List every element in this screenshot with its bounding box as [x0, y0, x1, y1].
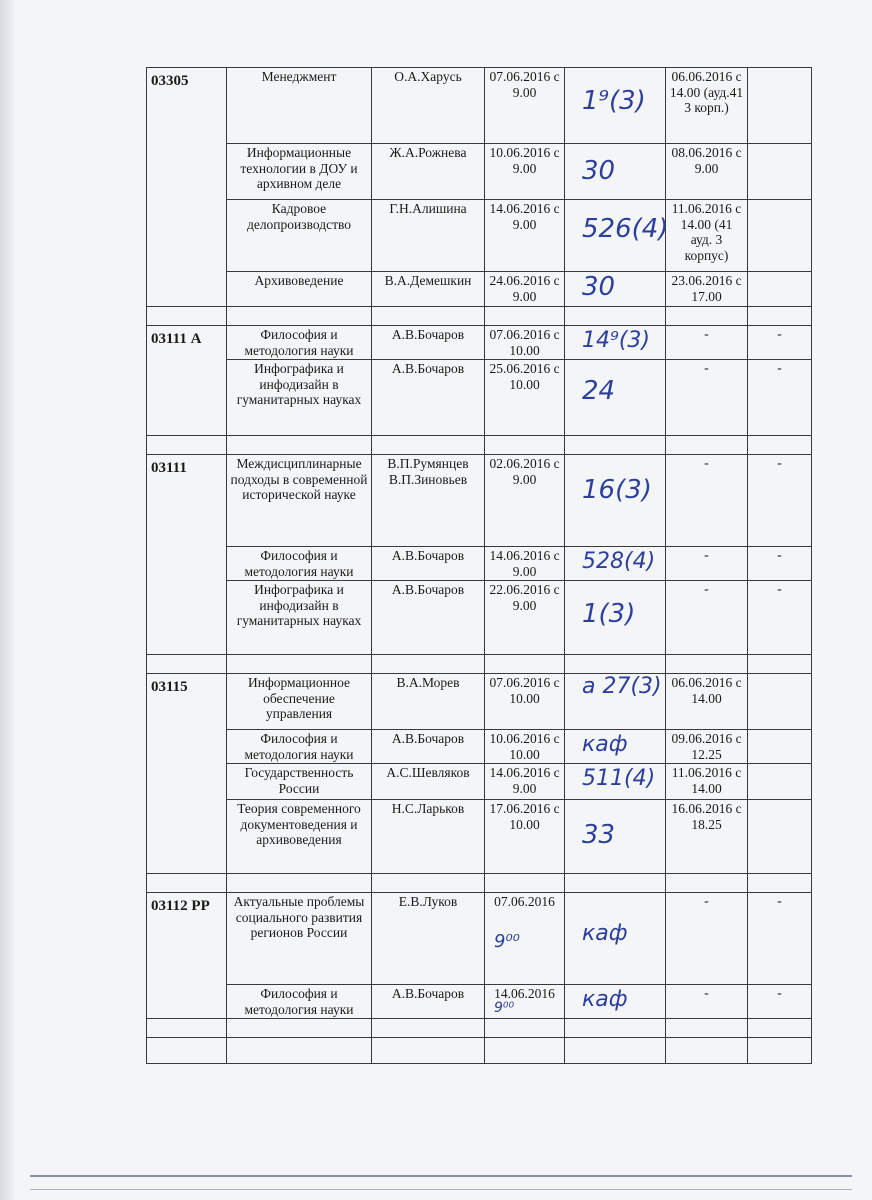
subject: Информационные технологии в ДОУ и архивном деле: [227, 144, 372, 200]
exam-date: 10.06.2016 с 9.00: [485, 144, 565, 200]
table-row: [147, 547, 812, 581]
teacher: Н.С.Ларьков: [372, 800, 485, 874]
table-row: [147, 985, 812, 1019]
table-row: [147, 581, 812, 655]
consultation: -: [666, 985, 748, 1019]
teacher: О.А.Харусь: [372, 68, 485, 144]
teacher: А.В.Бочаров: [372, 581, 485, 655]
table-row: [147, 764, 812, 800]
room: [565, 455, 666, 547]
room-handwritten: 1(3): [582, 599, 636, 629]
exam-date: 22.06.2016 с 9.00: [485, 581, 565, 655]
room: [565, 893, 666, 985]
teacher: А.В.Бочаров: [372, 730, 485, 764]
scan-bottom-lines: [30, 1175, 852, 1190]
subject: Философия и методология науки: [227, 985, 372, 1019]
exam-date: 14.06.2016 с 9.00: [485, 200, 565, 272]
subject: Философия и методология науки: [227, 730, 372, 764]
table-row: [147, 326, 812, 360]
consultation: -: [666, 326, 748, 360]
room: [565, 764, 666, 800]
spacer-row: [147, 436, 812, 455]
room-handwritten: 526(4): [582, 214, 669, 244]
teacher: В.А.Демешкин: [372, 272, 485, 307]
teacher: Е.В.Луков: [372, 893, 485, 985]
extra: -: [748, 360, 812, 436]
room: [565, 68, 666, 144]
exam-date: 07.06.2016 с 10.00: [485, 674, 565, 730]
room: [565, 272, 666, 307]
subject: Менеджмент: [227, 68, 372, 144]
room-handwritten: 24: [582, 376, 616, 406]
teacher: А.В.Бочаров: [372, 360, 485, 436]
extra: [748, 68, 812, 144]
table-row: [147, 893, 812, 985]
teacher: А.В.Бочаров: [372, 326, 485, 360]
spacer-row: [147, 307, 812, 326]
subject: Информационное обеспечение управления: [227, 674, 372, 730]
room-handwritten: 511(4): [582, 766, 656, 791]
teacher: Г.Н.Алишина: [372, 200, 485, 272]
consultation: 08.06.2016 с 9.00: [666, 144, 748, 200]
subject: Кадровое делопроизводство: [227, 200, 372, 272]
table-row: [147, 200, 812, 272]
spacer-row: [147, 1019, 812, 1038]
group-code: 03112 РР: [147, 893, 227, 1019]
consultation: -: [666, 547, 748, 581]
room: [565, 581, 666, 655]
group-code: 03115: [147, 674, 227, 874]
consultation: 11.06.2016 с 14.00: [666, 764, 748, 800]
room: [565, 547, 666, 581]
spacer-row: [147, 874, 812, 893]
room: [565, 985, 666, 1019]
consultation: 16.06.2016 с 18.25: [666, 800, 748, 874]
teacher: Ж.А.Рожнева: [372, 144, 485, 200]
consultation: -: [666, 581, 748, 655]
extra: [748, 272, 812, 307]
room-handwritten: 30: [582, 272, 616, 302]
teacher: В.П.Румянцев В.П.Зиновьев: [372, 455, 485, 547]
exam-date: 02.06.2016 с 9.00: [485, 455, 565, 547]
scan-edge: [0, 0, 14, 1200]
table-row: [147, 800, 812, 874]
subject: Теория современного документоведения и архивоведения: [227, 800, 372, 874]
exam-time-handwritten: 9⁰⁰: [494, 999, 515, 1016]
group-code: 03305: [147, 68, 227, 307]
exam-date-text: 14.06.2016: [494, 986, 555, 1001]
table-row: [147, 68, 812, 144]
room: [565, 326, 666, 360]
teacher: А.С.Шевляков: [372, 764, 485, 800]
table-row: [147, 455, 812, 547]
exam-date: 14.06.2016 с 9.00: [485, 764, 565, 800]
room-handwritten: каф: [582, 921, 628, 946]
subject: Философия и методология науки: [227, 547, 372, 581]
consultation: -: [666, 455, 748, 547]
consultation: 09.06.2016 с 12.25: [666, 730, 748, 764]
consultation: 11.06.2016 с 14.00 (41 ауд. 3 корпус): [666, 200, 748, 272]
room-handwritten: каф: [582, 987, 628, 1012]
room: [565, 360, 666, 436]
extra: [748, 764, 812, 800]
room-handwritten: а 27(3): [582, 674, 662, 699]
subject: Междисциплинарные подходы в современной исторической науке: [227, 455, 372, 547]
exam-date: 14.06.2016 с 9.00: [485, 547, 565, 581]
teacher: А.В.Бочаров: [372, 985, 485, 1019]
exam-date: 24.06.2016 с 9.00: [485, 272, 565, 307]
room-handwritten: каф: [582, 732, 628, 757]
room: [565, 730, 666, 764]
table-row: [147, 674, 812, 730]
extra: [748, 674, 812, 730]
room-handwritten: 30: [582, 156, 616, 186]
table-row: [147, 360, 812, 436]
teacher: А.В.Бочаров: [372, 547, 485, 581]
room-handwritten: 16(3): [582, 475, 652, 505]
group-code: 03111: [147, 455, 227, 655]
extra: -: [748, 893, 812, 985]
exam-time-handwritten: 9⁰⁰: [494, 930, 520, 952]
exam-date: 17.06.2016 с 10.00: [485, 800, 565, 874]
subject: Архивоведение: [227, 272, 372, 307]
exam-date: 10.06.2016 с 10.00: [485, 730, 565, 764]
subject: Государственность России: [227, 764, 372, 800]
subject: Инфографика и инфодизайн в гуманитарных науках: [227, 360, 372, 436]
exam-date: 07.06.2016 с 10.00: [485, 326, 565, 360]
extra: [748, 800, 812, 874]
exam-date: 07.06.2016 с 9.00: [485, 68, 565, 144]
extra: -: [748, 455, 812, 547]
exam-schedule-table: [146, 67, 812, 1064]
spacer-row: [147, 1038, 812, 1064]
room: [565, 674, 666, 730]
subject: Актуальные проблемы социального развития регионов России: [227, 893, 372, 985]
spacer-row: [147, 655, 812, 674]
room: [565, 800, 666, 874]
room-handwritten: 33: [582, 820, 616, 850]
table-row: [147, 144, 812, 200]
consultation: 06.06.2016 с 14.00: [666, 674, 748, 730]
room: [565, 144, 666, 200]
consultation: 06.06.2016 с 14.00 (ауд.41 3 корп.): [666, 68, 748, 144]
consultation: 23.06.2016 с 17.00: [666, 272, 748, 307]
consultation: -: [666, 360, 748, 436]
subject: Философия и методология науки: [227, 326, 372, 360]
extra: [748, 144, 812, 200]
extra: -: [748, 985, 812, 1019]
exam-date: [485, 985, 565, 1019]
subject: Инфографика и инфодизайн в гуманитарных науках: [227, 581, 372, 655]
teacher: В.А.Морев: [372, 674, 485, 730]
consultation: -: [666, 893, 748, 985]
extra: [748, 200, 812, 272]
table-row: [147, 272, 812, 307]
table-row: [147, 730, 812, 764]
extra: -: [748, 581, 812, 655]
extra: -: [748, 326, 812, 360]
exam-date: 25.06.2016 с 10.00: [485, 360, 565, 436]
exam-date: [485, 893, 565, 985]
room: [565, 200, 669, 272]
room-handwritten: 14⁹(3): [582, 328, 650, 353]
room-handwritten: 528(4): [582, 549, 656, 574]
extra: [748, 730, 812, 764]
group-code: 03111 А: [147, 326, 227, 436]
extra: -: [748, 547, 812, 581]
exam-date-text: 07.06.2016: [494, 894, 555, 909]
room-handwritten: 1⁹(3): [582, 86, 646, 116]
